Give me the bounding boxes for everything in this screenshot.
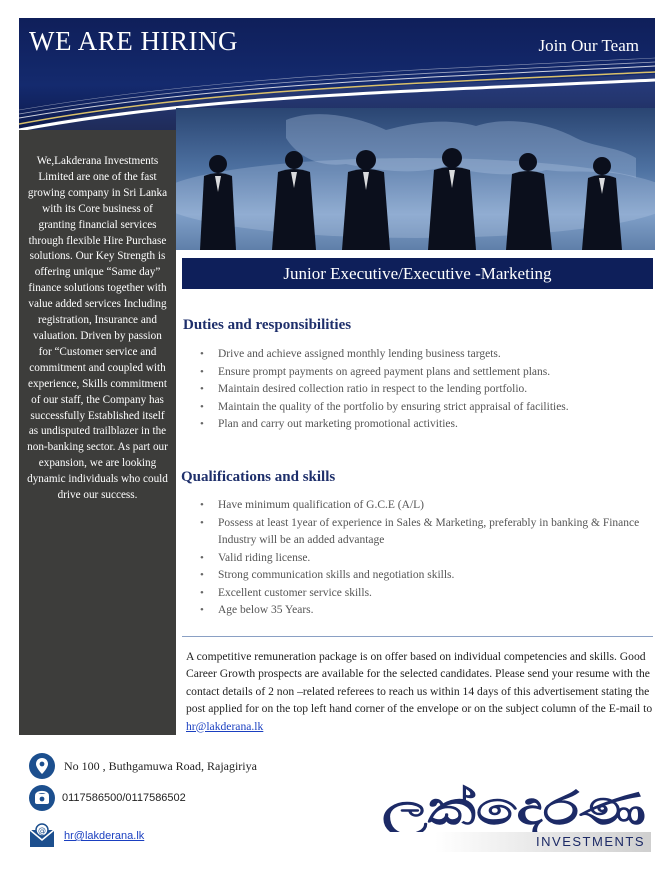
page-title: WE ARE HIRING <box>29 26 238 56</box>
remuneration-text: A competitive remuneration package is on offer based on individual competencies and skills. Good Career Growth prospects are available for the selected candidates. Please send your resume with the contact details of 2 non –related referees to reach us within 14 days of this advertisement stating the post applied for on the top left hand corner of the envelope or on the subject column of the E-mail to <box>186 650 653 716</box>
apply-email-link[interactable]: hr@lakderana.lk <box>186 719 264 733</box>
company-intro-text: We,Lakderana Investments Limited are one of the fast growing company in Sri Lanka with its Core business of granting financial services through flexible Hire Purchase solutions. Our Key Strength is offering unique “Same day” finance solutions together with value added services Including registration, Insurance and valuation. Driven by passion for “Customer service and commitment and coupled with experience, Skills commitment of our staff, the Company has successfully Established itself as undisputed trailblazer in the non-banking sector. As part our expansion, we are looking dynamic individuals who could drive our success. <box>27 155 168 502</box>
svg-text:@: @ <box>38 826 46 835</box>
bullet-icon: • <box>200 551 204 564</box>
logo-investments-band <box>381 832 651 852</box>
remuneration-paragraph <box>186 648 654 735</box>
bullet-icon: • <box>200 499 204 511</box>
bullet-icon: • <box>200 383 204 395</box>
logo-investments-text: INVESTMENTS <box>536 834 645 849</box>
list-item: • Valid riding license. <box>200 550 656 568</box>
list-item: • Possess at least 1year of experience in Sales & Marketing, preferably in banking & Finance Industry will be an added advantage <box>200 516 640 546</box>
bullet-icon: • <box>200 586 204 599</box>
contact-address-row <box>28 752 257 780</box>
list-item: • Have minimum qualification of G.C.E (A/L) <box>200 497 656 515</box>
qualifications-heading: Qualifications and skills <box>181 469 336 485</box>
list-item: • Drive and achieve assigned monthly lending business targets. <box>200 346 650 364</box>
logo-script-text: ලක්දෙරණ <box>382 781 586 834</box>
address-text: No 100 , Buthgamuwa Road, Rajagiriya <box>64 758 257 773</box>
list-item: • Plan and carry out marketing promotional activities. <box>200 416 650 434</box>
section-divider <box>182 636 653 637</box>
bullet-icon: • <box>200 604 204 616</box>
bullet-icon: • <box>200 516 204 529</box>
bullet-icon: • <box>200 400 204 413</box>
bullet-icon: • <box>200 569 204 581</box>
list-item: • Ensure prompt payments on agreed payment plans and settlement plans. <box>200 364 650 382</box>
list-item: • Maintain the quality of the portfolio by ensuring strict appraisal of facilities. <box>200 399 650 417</box>
telephone-icon <box>28 784 56 812</box>
duties-list <box>200 346 650 434</box>
bullet-icon: • <box>200 348 204 360</box>
list-item: • Maintain desired collection ratio in respect to the lending portfolio. <box>200 381 650 399</box>
page-subtitle: Join Our Team <box>538 36 639 55</box>
bullet-icon: • <box>200 365 204 378</box>
envelope-icon <box>28 822 56 850</box>
contact-email-link[interactable]: hr@lakderana.lk <box>64 830 145 842</box>
duties-heading: Duties and responsibilities <box>183 317 352 333</box>
qualifications-list <box>200 497 656 620</box>
contact-email-row <box>28 822 144 850</box>
bullet-icon: • <box>200 418 204 430</box>
location-pin-icon <box>28 752 56 780</box>
business-people-silhouettes <box>176 108 655 250</box>
contact-phone-row <box>28 784 186 812</box>
phone-text: 0117586500/0117586502 <box>62 792 186 804</box>
list-item: • Strong communication skills and negotiation skills. <box>200 567 656 585</box>
list-item: • Excellent customer service skills. <box>200 585 656 603</box>
company-intro-sidebar <box>19 130 176 735</box>
list-item: • Age below 35 Years. <box>200 602 656 620</box>
job-title: Junior Executive/Executive -Marketing <box>182 258 653 289</box>
business-team-banner <box>176 108 655 250</box>
